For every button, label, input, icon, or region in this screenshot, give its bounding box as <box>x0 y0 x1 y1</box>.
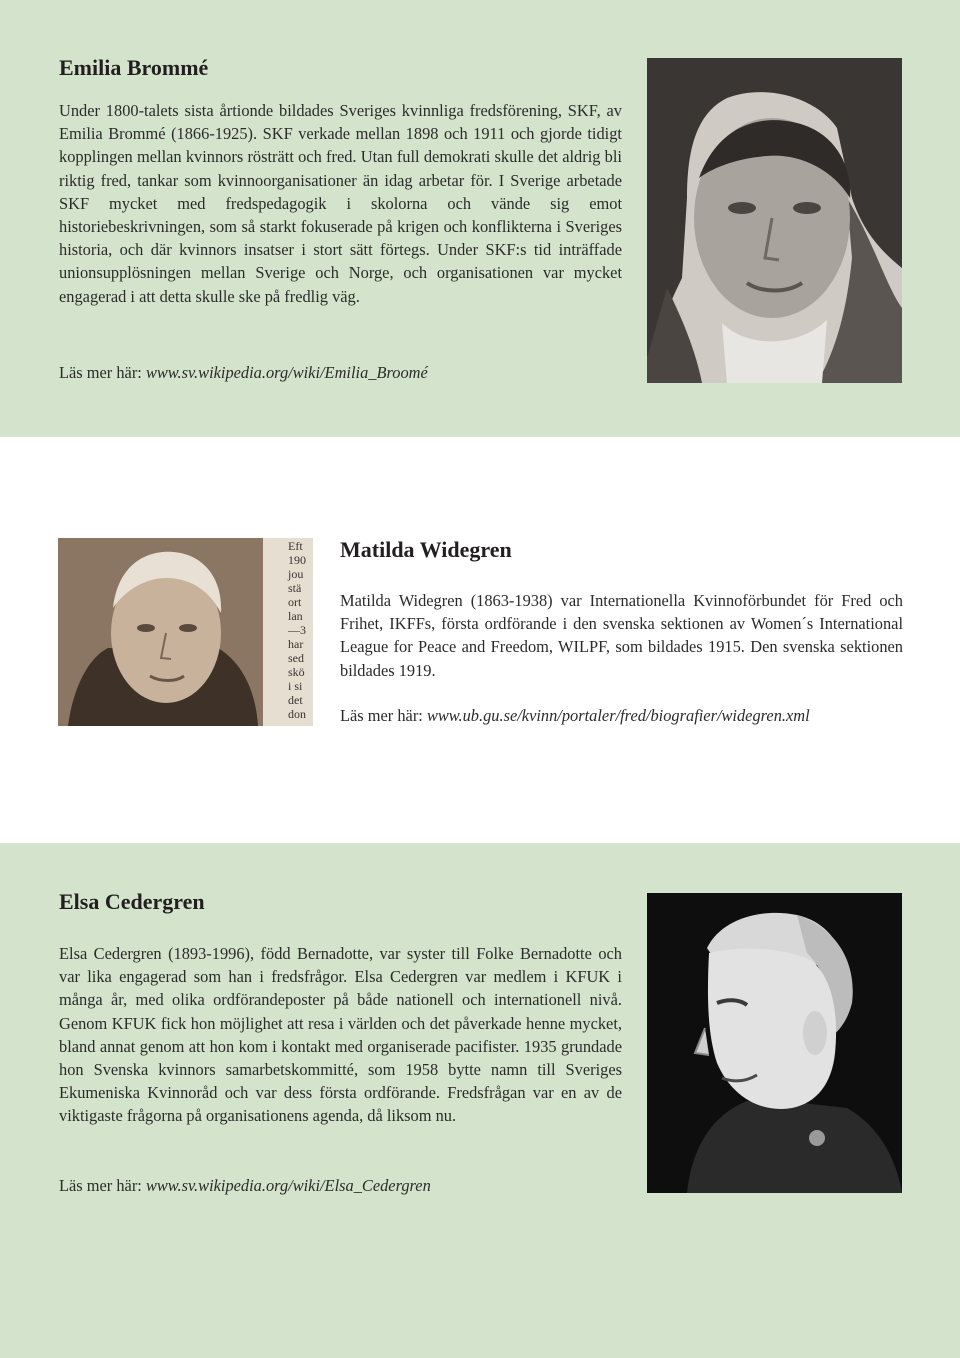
read-more-link-elsa[interactable]: www.sv.wikipedia.org/wiki/Elsa_Cedergren <box>145 1176 431 1195</box>
photo-clipping-text: jou <box>288 567 304 581</box>
section-body-elsa: Elsa Cedergren (1893-1996), född Bernadotte, var syster till Folke Bernadotte och var lika engagerad som han i fredsfrågor. Elsa Cedergren var medlem i KFUK i många år, med olika ordförandeposter på både nationell och internationell nivå. Genom KFUK fick hon möjlighet att resa i världen och det påverkade henne mycket, bland annat genom att hon kom i kontakt med organiserade pacifister. 1935 grundade hon Svenska kvinnors samarbetskommitté, som 1958 bytte namn till Sveriges Ekumeniska Kvinnoråd och var dess första ordförande. Fredsfrågan var en av de viktigaste frågorna på organisationens agenda, då liksom nu. <box>59 944 622 1126</box>
photo-clipping-text: —3 <box>288 623 306 637</box>
photo-clipping-text: 190 <box>288 553 306 567</box>
read-more-emilia <box>59 362 428 384</box>
section-body-matilda: Matilda Widegren (1863-1938) var Internationella Kvinnoförbundet för Fred och Frihet, IKFFs, första ordförande i den svenska sektionen av Women´s International League for Peace and Freedom, WILPF, som bildades 1915. Den svenska sektionen bildades 1919. <box>340 591 903 680</box>
read-more-elsa <box>59 1175 431 1197</box>
photo-clipping-text: skö <box>288 665 305 679</box>
photo-clipping-text: sed <box>288 651 304 665</box>
section-title-elsa: Elsa Cedergren <box>59 889 205 914</box>
portrait-photo-matilda <box>58 538 313 726</box>
read-more-matilda <box>340 705 810 727</box>
read-more-label: Läs mer här: <box>59 363 142 382</box>
section-body-emilia: Under 1800-talets sista årtionde bildades Sveriges kvinnliga fredsförening, SKF, av Emilia Brommé (1866-1925). SKF verkade mellan 1898 och 1911 och gjorde tidigt kopplingen mellan kvinnors rösträtt och fred. Utan full demokrati skulle det aldrig bli riktig fred, tankar som kvinnoorganisationer än idag arbetar för. I Sverige arbetade SKF mycket med fredspedagogik i skolorna och vände sig emot historiebeskrivningen, som så starkt fokuserade på krigen och konflikterna i Sveriges historia, och där kvinnors insatser i stort sätt förtegs. Under SKF:s tid inträffade unionsupplösningen mellan Sverige och Norge, och organisationen var mycket engagerad i att detta skulle ske på fredlig väg. <box>59 101 622 306</box>
photo-clipping-text: lan <box>288 609 303 623</box>
photo-clipping-text: don <box>288 707 306 721</box>
read-more-label: Läs mer här: <box>340 706 423 725</box>
photo-clipping-text: har <box>288 637 304 651</box>
read-more-label: Läs mer här: <box>59 1176 142 1195</box>
photo-clipping-text: Eft <box>288 539 303 553</box>
photo-clipping-text: ort <box>288 595 302 609</box>
portrait-photo-emilia <box>647 58 902 383</box>
photo-clipping-text: stä <box>288 581 302 595</box>
photo-clipping-text: i si <box>288 679 303 693</box>
read-more-link-emilia[interactable]: www.sv.wikipedia.org/wiki/Emilia_Broomé <box>145 363 428 382</box>
section-title-matilda: Matilda Widegren <box>340 537 512 562</box>
section-title-emilia: Emilia Brommé <box>59 55 209 80</box>
photo-clipping-text: det <box>288 693 303 707</box>
read-more-link-matilda[interactable]: www.ub.gu.se/kvinn/portaler/fred/biografier/widegren.xml <box>426 706 810 725</box>
portrait-photo-elsa <box>647 893 902 1193</box>
